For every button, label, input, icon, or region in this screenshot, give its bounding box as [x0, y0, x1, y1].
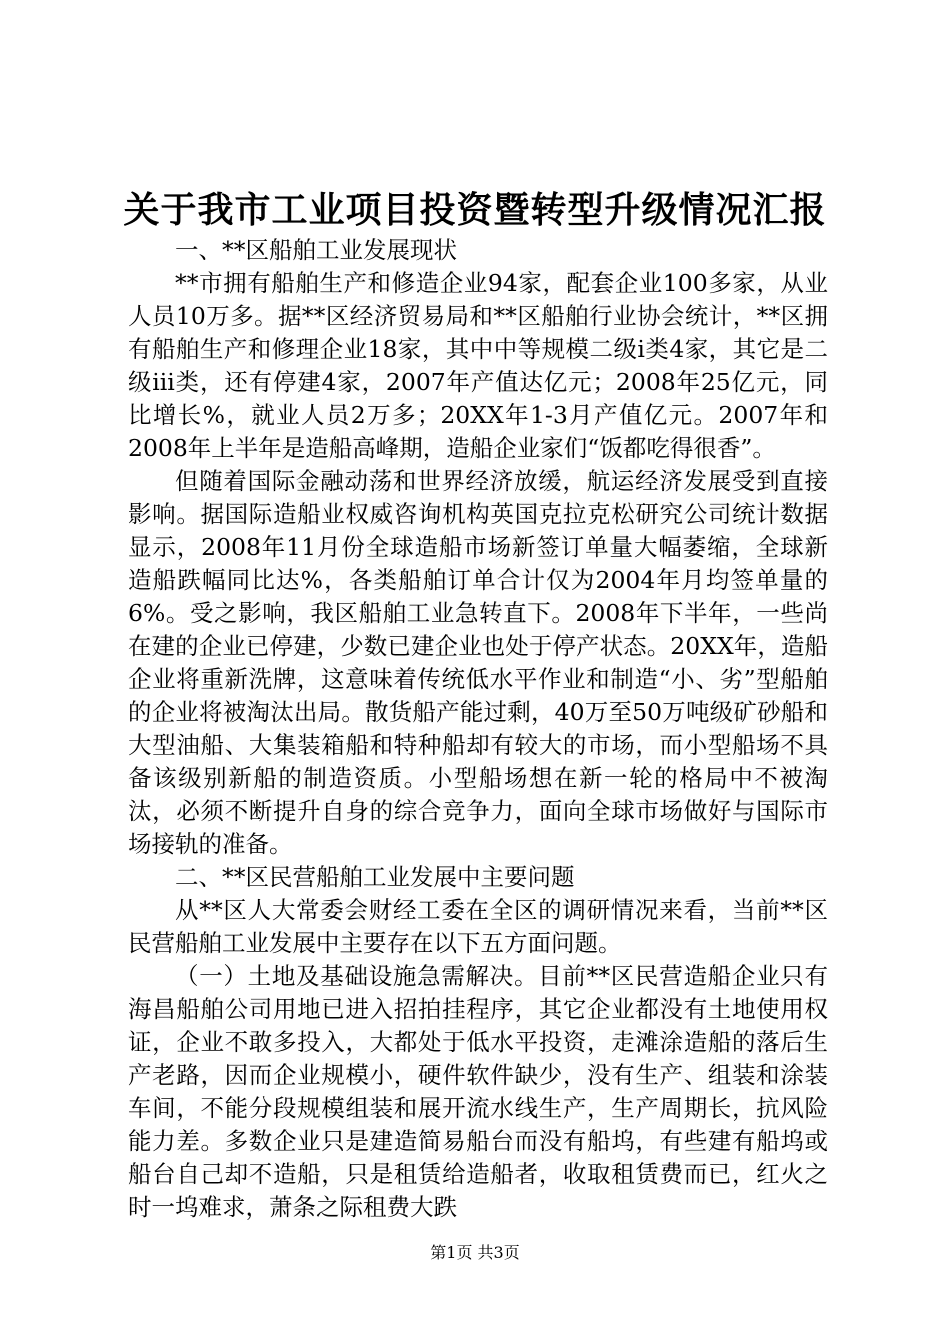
document-body: [128, 234, 828, 1224]
paragraph-3: 从**区人大常委会财经工委在全区的调研情况来看，当前**区民营船舶工业发展中主要存在以下五方面问题。: [128, 896, 828, 957]
page-footer: 第1页 共3页: [430, 1243, 520, 1262]
section-heading-1: 一、**区船舶工业发展现状: [175, 236, 457, 264]
paragraph-4: （一）土地及基础设施急需解决。目前**区民营造船企业只有海昌船舶公司用地已进入招拍挂程序，其它企业都没有土地使用权证，企业不敢多投入，大都处于低水平投资，走滩涂造船的落后生产老路，因而企业规模小，硬件软件缺少，没有生产、组装和涂装车间，不能分段规模组装和展开流水线生产，生产周期长，抗风险能力差。多数企业只是建造简易船台而没有船坞，有些建有船坞或船台自己却不造船，只是租赁给造船者，收取租赁费而已，红火之时一坞难求，萧条之际租费大跌: [128, 962, 828, 1221]
section-heading-2: 二、**区民营船舶工业发展中主要问题: [175, 863, 575, 891]
paragraph-1: **市拥有船舶生产和修造企业94家，配套企业100多家，从业人员10万多。据**区经济贸易局和**区船舶行业协会统计，**区拥有船舶生产和修理企业18家，其中中等规模二级ⅰ类4家，其它是二级ⅲ类，还有停建4家，2007年产值达亿元；2008年25亿元，同比增长%，就业人员2万多；20XX年1-3月产值亿元。2007年和2008年上半年是造船高峰期，造船企业家们“饭都吃得很香”。: [128, 269, 828, 462]
paragraph-2: 但随着国际金融动荡和世界经济放缓，航运经济发展受到直接影响。据国际造船业权威咨询机构英国克拉克松研究公司统计数据显示，2008年11月份全球造船市场新签订单量大幅萎缩，全球新造船跌幅同比达%，各类船舶订单合计仅为2004年月均签单量的6%。受之影响，我区船舶工业急转直下。2008年下半年，一些尚在建的企业已停建，少数已建企业也处于停产状态。20XX年，造船企业将重新洗牌，这意味着传统低水平作业和制造“小、劣”型船舶的企业将被淘汰出局。散货船产能过剩，40万至50万吨级矿砂船和大型油船、大集装箱船和特种船却有较大的市场，而小型船场不具备该级别新船的制造资质。小型船场想在新一轮的格局中不被淘汰，必须不断提升自身的综合竞争力，面向全球市场做好与国际市场接轨的准备。: [128, 467, 828, 858]
document-title: 关于我市工业项目投资暨转型升级情况汇报: [123, 189, 827, 231]
